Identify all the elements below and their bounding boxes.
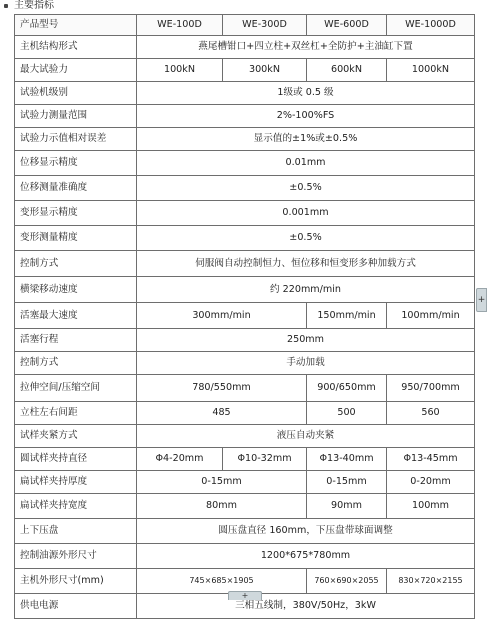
spec-value-cell: 圆压盘直径 160mm，下压盘带球面调整 bbox=[137, 519, 475, 544]
table-row bbox=[15, 471, 475, 494]
spec-table-body bbox=[15, 15, 475, 619]
table-row bbox=[15, 375, 475, 402]
spec-value-cell: 90mm bbox=[307, 494, 387, 519]
spec-value-cell: WE-600D bbox=[307, 15, 387, 36]
section-header bbox=[0, 0, 487, 14]
spec-value-cell: 100kN bbox=[137, 59, 223, 82]
spec-value-cell: 300kN bbox=[223, 59, 307, 82]
table-row bbox=[15, 226, 475, 251]
row-label: 位移显示精度 bbox=[15, 151, 137, 176]
spec-value-cell: 1000kN bbox=[387, 59, 475, 82]
row-label: 试验力测量范围 bbox=[15, 105, 137, 128]
row-label: 扁试样夹持厚度 bbox=[15, 471, 137, 494]
spec-value-cell: 约 220mm/min bbox=[137, 277, 475, 303]
table-row bbox=[15, 448, 475, 471]
spec-value-cell: 900/650mm bbox=[307, 375, 387, 402]
row-label: 活塞行程 bbox=[15, 329, 137, 352]
table-row bbox=[15, 251, 475, 277]
spec-value-cell: ±0.5% bbox=[137, 226, 475, 251]
row-label: 立柱左右间距 bbox=[15, 402, 137, 425]
row-label: 供电电源 bbox=[15, 594, 137, 619]
bullet-square-icon bbox=[4, 4, 8, 8]
spec-value-cell: WE-300D bbox=[223, 15, 307, 36]
spec-value-cell: 500 bbox=[307, 402, 387, 425]
spec-value-cell: 三相五线制，380V/50Hz，3kW bbox=[137, 594, 475, 619]
row-label: 试验机级别 bbox=[15, 82, 137, 105]
row-label: 产品型号 bbox=[15, 15, 137, 36]
row-label: 活塞最大速度 bbox=[15, 303, 137, 329]
spec-value-cell: 950/700mm bbox=[387, 375, 475, 402]
table-row bbox=[15, 277, 475, 303]
row-label: 横梁移动速度 bbox=[15, 277, 137, 303]
spec-value-cell: 伺服阀自动控制恒力、恒位移和恒变形多种加载方式 bbox=[137, 251, 475, 277]
table-row bbox=[15, 105, 475, 128]
spec-value-cell: 显示值的±1%或±0.5% bbox=[137, 128, 475, 151]
spec-value-cell: ±0.5% bbox=[137, 176, 475, 201]
table-row bbox=[15, 128, 475, 151]
table-row bbox=[15, 176, 475, 201]
spec-value-cell: 80mm bbox=[137, 494, 307, 519]
spec-value-cell: 0.01mm bbox=[137, 151, 475, 176]
table-row bbox=[15, 569, 475, 594]
spec-value-cell: 745×685×1905 bbox=[137, 569, 307, 594]
table-header-row bbox=[15, 15, 475, 36]
table-row bbox=[15, 201, 475, 226]
spec-value-cell: 1200*675*780mm bbox=[137, 544, 475, 569]
spec-value-cell: 液压自动夹紧 bbox=[137, 425, 475, 448]
spec-value-cell: 250mm bbox=[137, 329, 475, 352]
table-row bbox=[15, 151, 475, 176]
spec-value-cell: 100mm bbox=[387, 494, 475, 519]
spec-value-cell: 150mm/min bbox=[307, 303, 387, 329]
spec-value-cell: 2%-100%FS bbox=[137, 105, 475, 128]
table-row bbox=[15, 402, 475, 425]
table-row bbox=[15, 519, 475, 544]
row-label: 上下压盘 bbox=[15, 519, 137, 544]
table-row bbox=[15, 36, 475, 59]
spec-value-cell: Φ4-20mm bbox=[137, 448, 223, 471]
spec-value-cell: 830×720×2155 bbox=[387, 569, 475, 594]
row-label: 拉伸空间/压缩空间 bbox=[15, 375, 137, 402]
row-label: 控制油源外形尺寸 bbox=[15, 544, 137, 569]
spec-value-cell: 0-20mm bbox=[387, 471, 475, 494]
spec-value-cell: 燕尾槽钳口+四立柱+双丝杠+全防护+主油缸下置 bbox=[137, 36, 475, 59]
expand-bottom-icon[interactable]: + bbox=[228, 591, 262, 600]
spec-value-cell: 485 bbox=[137, 402, 307, 425]
spec-value-cell: Φ13-40mm bbox=[307, 448, 387, 471]
row-label: 扁试样夹持宽度 bbox=[15, 494, 137, 519]
row-label: 主机结构形式 bbox=[15, 36, 137, 59]
spec-value-cell: Φ13-45mm bbox=[387, 448, 475, 471]
row-label: 试验力示值相对误差 bbox=[15, 128, 137, 151]
row-label: 变形测量精度 bbox=[15, 226, 137, 251]
section-title: 主要指标 bbox=[14, 0, 54, 11]
spec-value-cell: 780/550mm bbox=[137, 375, 307, 402]
spec-value-cell: 560 bbox=[387, 402, 475, 425]
table-row bbox=[15, 82, 475, 105]
row-label: 控制方式 bbox=[15, 352, 137, 375]
spec-value-cell: 100mm/min bbox=[387, 303, 475, 329]
spec-value-cell: WE-1000D bbox=[387, 15, 475, 36]
spec-value-cell: 300mm/min bbox=[137, 303, 307, 329]
spec-table bbox=[14, 14, 475, 619]
spec-value-cell: 0.001mm bbox=[137, 201, 475, 226]
table-row bbox=[15, 329, 475, 352]
row-label: 试样夹紧方式 bbox=[15, 425, 137, 448]
spec-value-cell: 760×690×2055 bbox=[307, 569, 387, 594]
row-label: 主机外形尺寸(mm) bbox=[15, 569, 137, 594]
spec-value-cell: 600kN bbox=[307, 59, 387, 82]
table-row bbox=[15, 352, 475, 375]
row-label: 位移测量准确度 bbox=[15, 176, 137, 201]
table-row bbox=[15, 425, 475, 448]
row-label: 圆试样夹持直径 bbox=[15, 448, 137, 471]
spec-value-cell: WE-100D bbox=[137, 15, 223, 36]
spec-value-cell: 手动加载 bbox=[137, 352, 475, 375]
row-label: 变形显示精度 bbox=[15, 201, 137, 226]
row-label: 最大试验力 bbox=[15, 59, 137, 82]
expand-side-icon[interactable]: + bbox=[476, 288, 487, 312]
spec-value-cell: 1级或 0.5 级 bbox=[137, 82, 475, 105]
table-row bbox=[15, 544, 475, 569]
table-row bbox=[15, 494, 475, 519]
table-row bbox=[15, 303, 475, 329]
spec-value-cell: 0-15mm bbox=[307, 471, 387, 494]
spec-value-cell: Φ10-32mm bbox=[223, 448, 307, 471]
table-row bbox=[15, 59, 475, 82]
spec-value-cell: 0-15mm bbox=[137, 471, 307, 494]
row-label: 控制方式 bbox=[15, 251, 137, 277]
